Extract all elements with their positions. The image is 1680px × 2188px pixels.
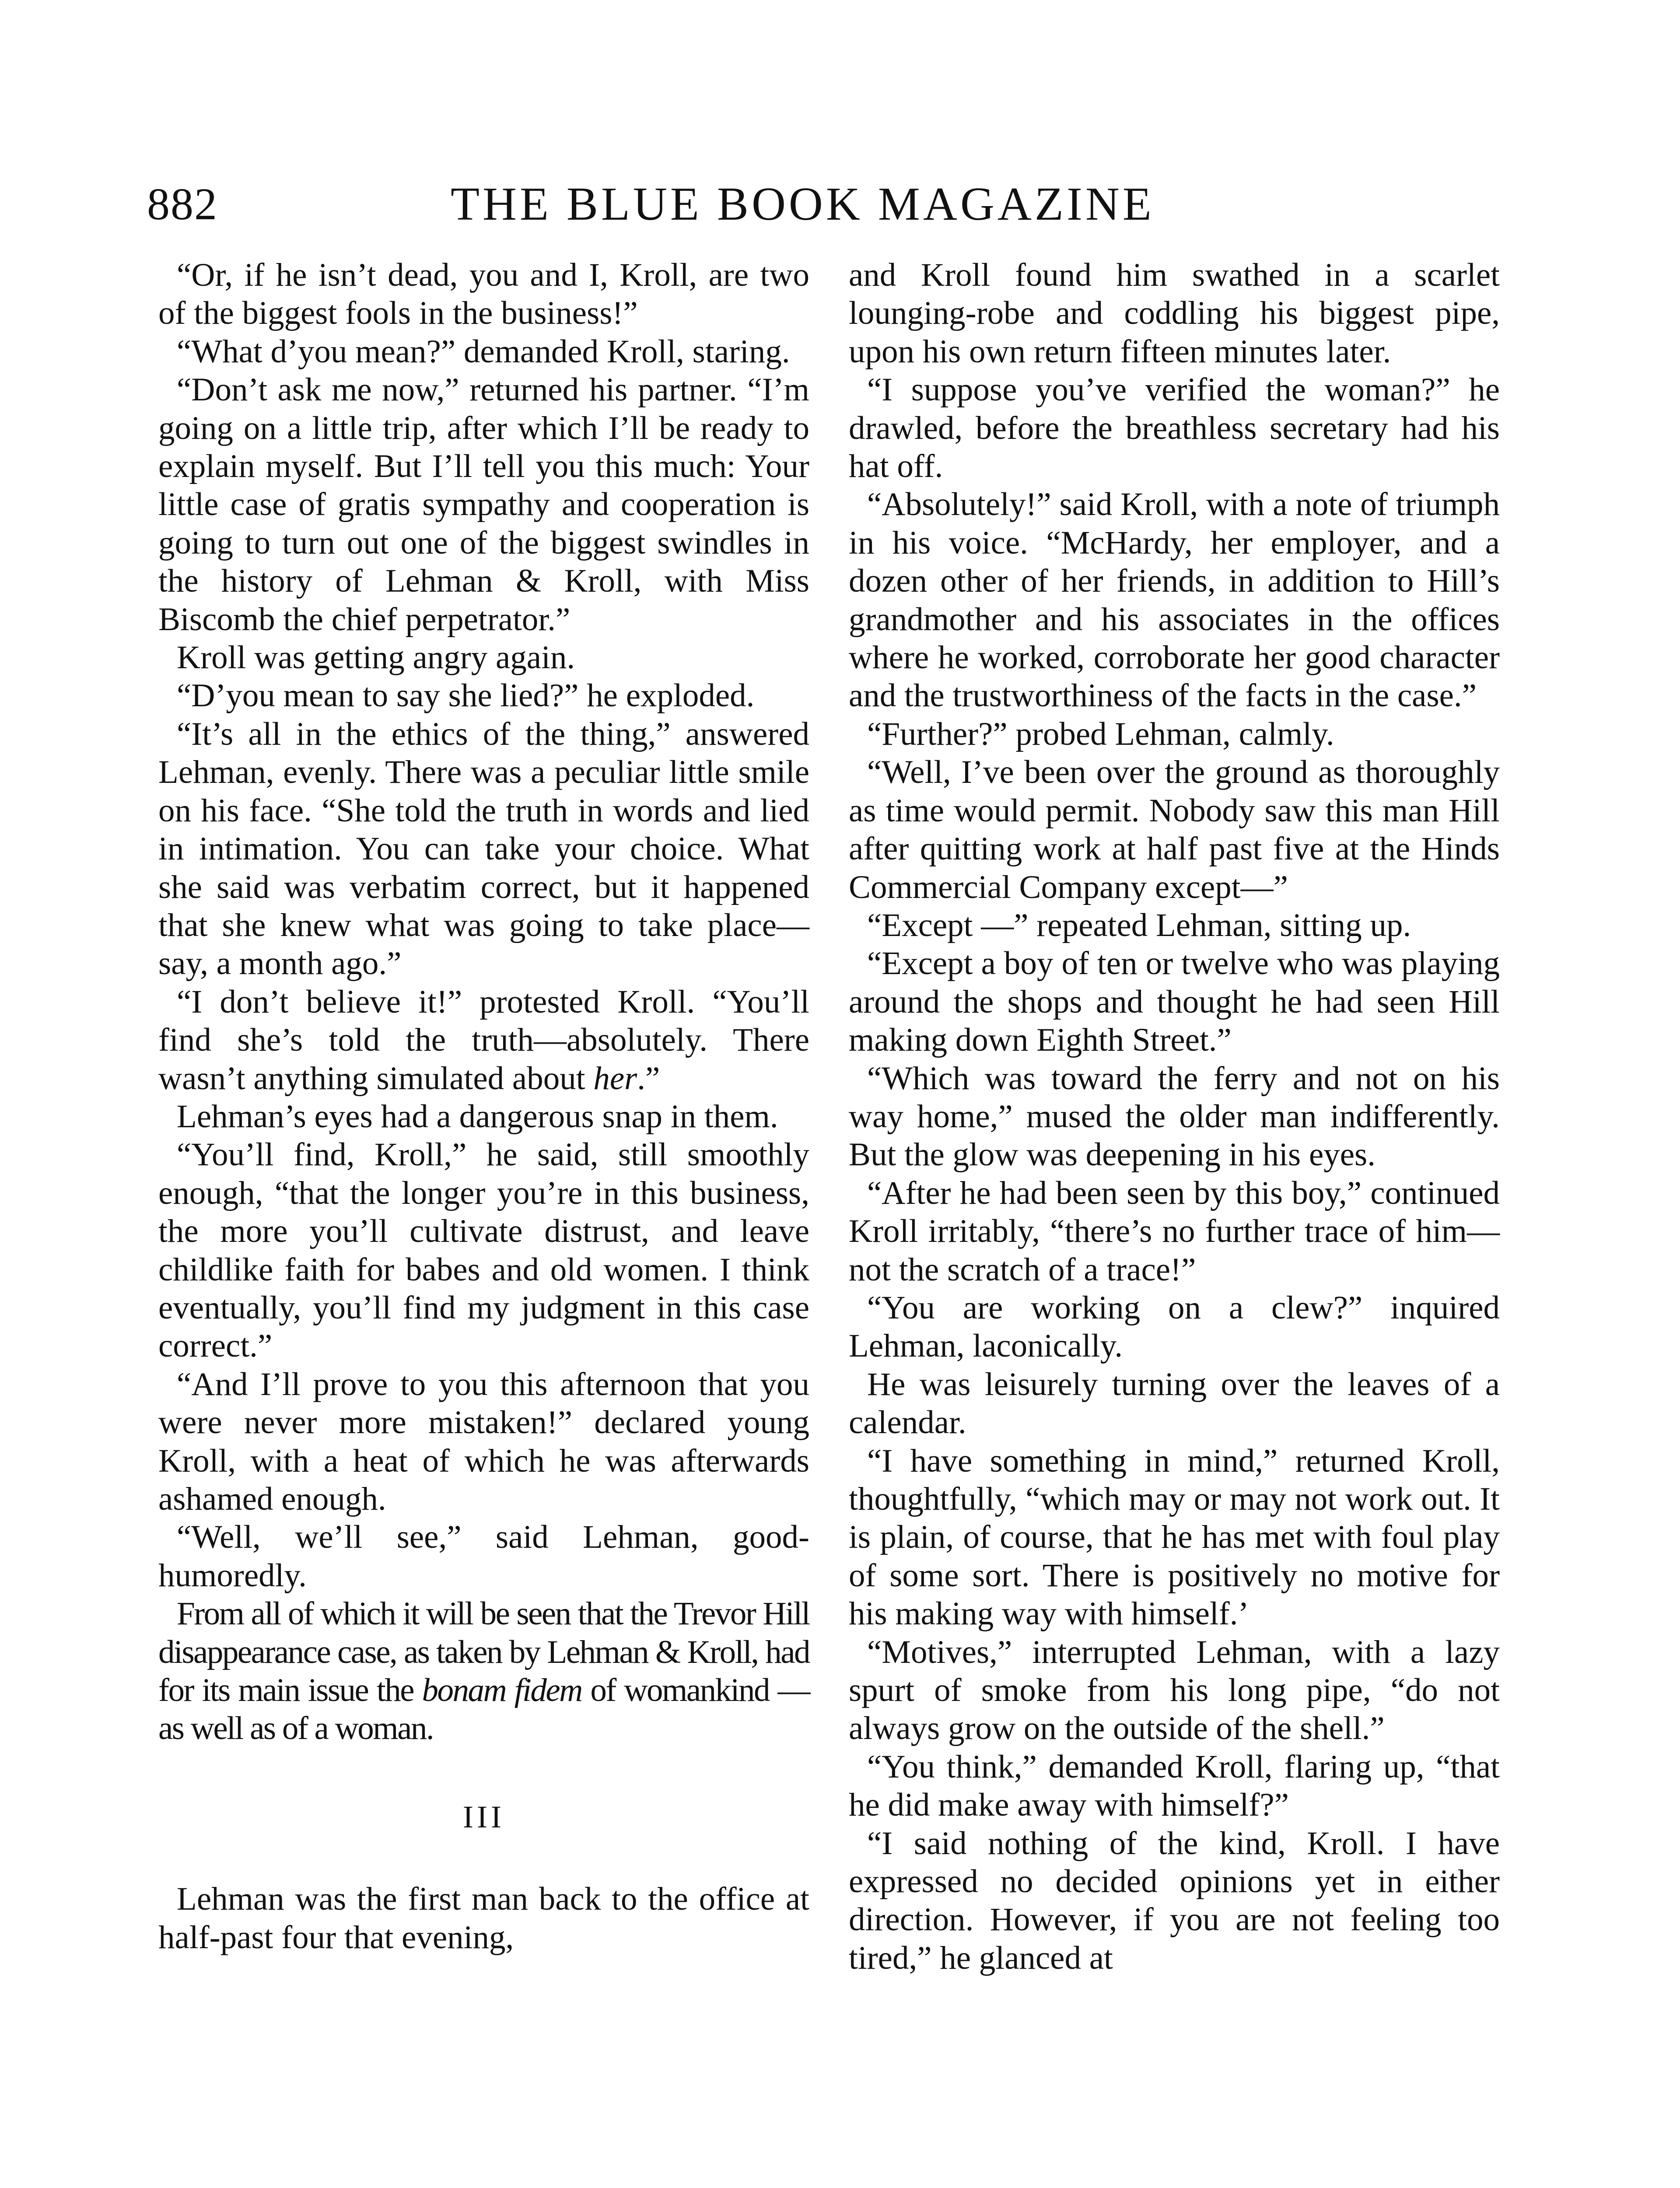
paragraph: “After he had been seen by this boy,” continued Kroll irritably, “there’s no further trace of him—not the scratch of a trace!” [849, 1175, 1500, 1288]
paragraph: “It’s all in the ethics of the thing,” answered Lehman, evenly. There was a peculiar little smile on his face. “She told the truth in words and lied in intimation. You can take your choice. What she said was verbatim correct, but it happened that she knew what was going to take place—say, a month ago.” [158, 715, 809, 982]
paragraph-text: From all of which it will be seen that the Trevor Hill disappearance case, as taken by Lehman & Kroll, had for its main issue the [158, 1595, 809, 1709]
paragraph: “Well, I’ve been over the ground as thoroughly as time would permit. Nobody saw this man Hill after quitting work at half past five at the Hinds Commercial Company except—” [849, 754, 1500, 905]
paragraph: “What d’you mean?” demanded Kroll, staring. [177, 333, 790, 370]
paragraph: Lehman was the first man back to the office at half-past four that evening, [158, 1881, 809, 1956]
paragraph: “You are working on a clew?” inquired Lehman, laconically. [849, 1289, 1500, 1364]
paragraph: “D’you mean to say she lied?” he exploded. [177, 677, 755, 714]
paragraph: “Or, if he isn’t dead, you and I, Kroll, are two of the biggest fools in the business!” [158, 257, 809, 332]
paragraph: “I said nothing of the kind, Kroll. I have expressed no decided opinions yet in either direction. However, if you are not feeling too tired,” he glanced at [849, 1825, 1500, 1976]
paragraph: “Further?” probed Lehman, calmly. [867, 715, 1334, 752]
paragraph: “Which was toward the ferry and not on his way home,” mused the older man indifferently. But the glow was deepening in his eyes. [849, 1060, 1500, 1173]
paragraph: “And I’ll prove to you this afternoon that you were never more mistaken!” declared young Kroll, with a heat of which he was afterwards ashamed enough. [158, 1366, 809, 1517]
paragraph: “You’ll find, Kroll,” he said, still smoothly enough, “that the longer you’re in this business, the more you’ll cultivate distrust, and leave childlike faith for babes and old women. I think eventually, you’ll find my judgment in this case correct.” [158, 1136, 809, 1364]
paragraph: “Motives,” interrupted Lehman, with a lazy spurt of smoke from his long pipe, “do not always grow on the outside of the shell.” [849, 1634, 1500, 1747]
page-header [0, 172, 1680, 237]
paragraph: “Well, we’ll see,” said Lehman, goodhumoredly. [158, 1519, 809, 1594]
page-number: 882 [147, 179, 218, 229]
paragraph [158, 983, 809, 1098]
paragraph: “Absolutely!” said Kroll, with a note of triumph in his voice. “McHardy, her employer, and a dozen other of her friends, in addition to Hill’s grandmother and his associates in the offices where he worked, corroborate her good character and the trustworthiness of the facts in the case.” [849, 486, 1500, 714]
paragraph: “I suppose you’ve verified the woman?” he drawled, before the breathless secretary had his hat off. [849, 372, 1500, 485]
right-column [849, 256, 1500, 1977]
section-heading: III [463, 1799, 505, 1834]
left-column [158, 256, 809, 1957]
paragraph: “You think,” demanded Kroll, flaring up, “that he did make away with himself?” [849, 1748, 1500, 1823]
paragraph: “Don’t ask me now,” returned his partner. “I’m going on a little trip, after which I’ll be ready to explain myself. But I’ll tell you this much: Your little case of gratis sympathy and cooperation is going to turn out one of the biggest swindles in the history of Lehman & Kroll, with Miss Biscomb the chief perpetrator.” [158, 372, 809, 638]
paragraph: “Except —” repeated Lehman, sitting up. [867, 907, 1411, 943]
closing-quote: .” [637, 1060, 660, 1097]
paragraph: “I have something in mind,” returned Kroll, thoughtfully, “which may or may not work out. It is plain, of course, that he has met with foul play of some sort. There is positively no motive for his making way with himself.’ [849, 1442, 1500, 1632]
emphasis-text: bonam fidem [422, 1672, 582, 1709]
paragraph [158, 1595, 809, 1748]
paragraph: and Kroll found him swathed in a scarlet lounging-robe and coddling his biggest pipe, upon his own return fifteen minutes later. [849, 257, 1500, 370]
paragraph: “Except a boy of ten or twelve who was playing around the shops and thought he had seen Hill making down Eighth Street.” [849, 945, 1500, 1059]
emphasis-text: her [593, 1060, 637, 1097]
paragraph-text: of womankind —as well as of a woman. [158, 1672, 810, 1747]
paragraph: He was leisurely turning over the leaves of a calendar. [849, 1366, 1500, 1441]
paragraph-text: “I don’t believe it!” protested Kroll. “You’ll find she’s told the truth—absolutely. There wasn’t anything simulated about [158, 983, 809, 1097]
paragraph: Lehman’s eyes had a dangerous snap in them. [177, 1098, 778, 1135]
paragraph: Kroll was getting angry again. [177, 639, 575, 676]
running-title: THE BLUE BOOK MAGAZINE [451, 178, 1155, 230]
